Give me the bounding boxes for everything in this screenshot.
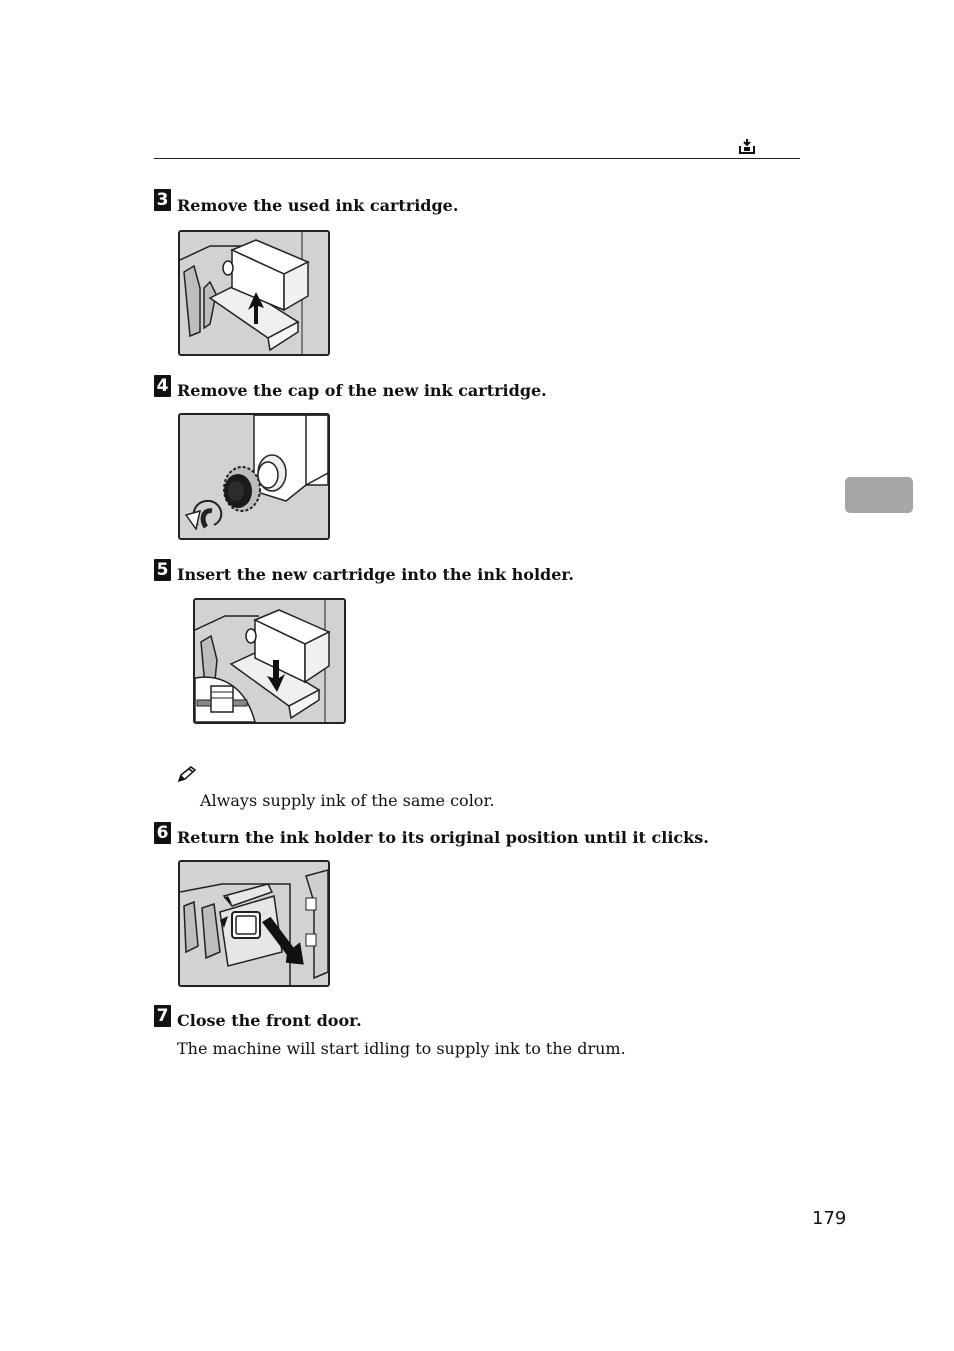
step-title: Return the ink holder to its original position until it clicks.: [177, 828, 709, 847]
page-number: 179: [812, 1208, 847, 1229]
ink-supply-icon: [738, 138, 756, 156]
remove-cartridge-illustration: [178, 230, 330, 356]
note-text: Always supply ink of the same color.: [200, 791, 495, 810]
step-number-badge: 7: [154, 1005, 171, 1027]
step-number-badge: 6: [154, 822, 171, 844]
chapter-tab: [845, 477, 913, 513]
step-title: Remove the used ink cartridge.: [177, 196, 459, 215]
insert-cartridge-illustration: [193, 598, 346, 724]
step-title: Close the front door.: [177, 1011, 362, 1030]
remove-cap-illustration: [178, 413, 330, 540]
step-number-badge: 5: [154, 559, 171, 581]
pencil-note-icon: [176, 766, 196, 784]
step-body-text: The machine will start idling to supply ink to the drum.: [177, 1039, 626, 1058]
step-title: Remove the cap of the new ink cartridge.: [177, 381, 547, 400]
step-number-badge: 3: [154, 189, 171, 211]
return-ink-holder-illustration: [178, 860, 330, 987]
step-number-badge: 4: [154, 375, 171, 397]
step-title: Insert the new cartridge into the ink holder.: [177, 565, 574, 584]
header-rule: [154, 158, 800, 159]
